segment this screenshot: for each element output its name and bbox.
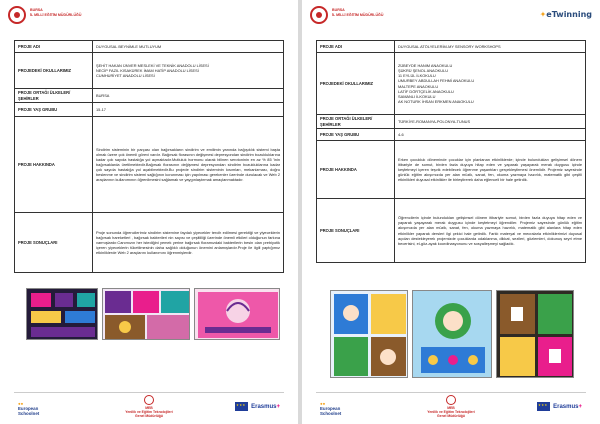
row-value: DUYGUSAL BEYNİMLE MUTLUYUM (93, 41, 284, 53)
es-line-2: Schoolnet (18, 411, 40, 416)
row-value: Proje sonunda öğrencilerimiz sindirim sistemine faydalı yiyecekler tercih edilmesi gerektiği ve yiyeceklerin bağırsak hareketleri , bağırsak bakterileri nin sayısı ve çeşitliliği üzerinde önemli etkileri olduğunun farkına varmışlardır.Canımızın her istediğini yemek yerine bağırsak floramızdaki bakterilerin besin olan prebiyotik içeren yiyeceklerin tüketilmesinin daha sağlıklı olduğunun önemini anlamışlardır.Proje ile ilgili yaptığımız etkinliklerde Web 2 araçlarını kullanımını öğrenmişlerdir. (93, 213, 284, 273)
logo-line-2: İL MİLLİ EĞİTİM MÜDÜRLÜĞÜ (30, 12, 82, 17)
row-value: 15-17 (93, 103, 284, 117)
document-page-left (0, 0, 298, 424)
school-name: UMURBEY ABDULLAH FEHMİ ANAOKULU (398, 78, 475, 84)
erasmus-text: Erasmus (251, 403, 277, 410)
collage-photo-4 (330, 290, 408, 378)
school-name: MALTEPE ANAOKULU (398, 83, 439, 89)
row-value: Sindirim sisteminin bir parçası olan bağırsakların sindirim ve emilimin yanında bağışıklık sistemi başta olmak üzere çok önemli görevi vardır. Bağırsak florasının değişmesi depresyondan sindirim bozukluklarına kadar çok sayıda hastalığa yol açmaktadır.Mutluluk hormonu olarak bilinen serotoninin en az % 85 'inin bağırsaklarda üretilmektedir.Bağırsak florasının değişmesi depresyondan sindirim bozukluklarına kadar çok sayıda hastalığa yol açabilmektedir.Bu projede sindirim sisteminin kısımları, mekanizması, doğru beslenme ve sindirim sistemi sağlığının korunması için yapılması gerekenler üzerinde durulacak ve Web 2 araçlarının kullanımının öğrenilmesini sağlamak ve yaygınlaştırmak amaçlanmaktadır. (93, 117, 284, 213)
row-label: PROJE ADI (15, 41, 93, 53)
logo-line-1: BURSA (30, 8, 43, 12)
es-line-1: European (320, 406, 341, 411)
row-label: PROJE ADI (317, 41, 395, 53)
erasmus-plus: + (578, 403, 582, 410)
row-label: PROJEDEKİ OKULLARIMIZ (15, 53, 93, 89)
photo-strip (26, 288, 280, 340)
row-value: BURSA (93, 89, 284, 103)
photo-strip (330, 290, 574, 378)
erasmus-logo (235, 402, 280, 411)
row-label: PROJE YAŞ GRUBU (15, 103, 93, 117)
page-footer (316, 392, 586, 418)
table-row (317, 129, 586, 141)
meb-line-1: MEB (447, 406, 455, 410)
etwinning-logo (540, 10, 592, 19)
collage-photo-2 (102, 288, 190, 340)
collage-photo-1-icon (27, 289, 98, 340)
erasmus-plus: + (276, 403, 280, 410)
collage-photo-4-icon (331, 291, 408, 378)
table-row (15, 213, 284, 273)
erasmus-logo (537, 402, 582, 411)
project-info-table (316, 40, 586, 263)
table-row (317, 115, 586, 129)
meb-line-1: MEB (145, 406, 153, 410)
eu-flag-icon (537, 402, 550, 411)
etwinning-star-icon: ✦ (539, 10, 547, 19)
logo-caption (30, 8, 90, 17)
collage-photo-6-icon (497, 291, 574, 378)
school-name: CUMHURİYET ANADOLU LİSESİ (96, 73, 155, 79)
meb-emblem-icon (144, 395, 154, 405)
logo-line-2: İL MİLLİ EĞİTİM MÜDÜRLÜĞÜ (332, 12, 384, 17)
meb-line-2: Yenilik ve Eğitim Teknolojileri (125, 410, 173, 414)
page-footer (14, 392, 284, 418)
erasmus-text: Erasmus (553, 403, 579, 410)
bursa-meb-logo-icon (8, 6, 26, 24)
school-name: 11 EYLÜL İLKOKULU (398, 73, 436, 79)
row-value: 4-6 (395, 129, 586, 141)
row-value: Öğrencilerin içinde bulundukları gelişimsel dönem itibariyle somut, birden fazla duyuya hitap eden ve yaparak yaşayarak merak duygusu içinde keşfetmeyi öğrendiler. Projemiz sayesinde günlük eğitim akışımızda yer alan müzik, sanat, fen, okuma yazmaya hazırlık, matematik gibi alanlara hitap eden etkinlikler yaparak dersleri ilgi çekici hale getirdik. Farklı materyal ve mecralarla etkinliklerimizi duyusal açıdan destekleyerek projemizde çocuklarda odaklanma, dikkat, sezileri, gözlemleri, dokunuş seyri etme becerisini, el-göz-ayak koordinasyonunu ve sosyalleşmeyi sağladık. (395, 199, 586, 263)
collage-photo-5 (412, 290, 492, 378)
meb-line-3: Genel Müdürlüğü (437, 414, 465, 418)
table-row (15, 117, 284, 213)
school-name: ŞEHİT HAKAN ÜNVER MESLEKİ VE TEKNİK ANADOLU LİSESİ (96, 62, 209, 68)
row-value: Erken çocukluk döneminde çocuklar için planlanan etkinliklerde; içinde bulundukları gelişimsel dönem itibariyle de somut, birden fazla duyuya hitap eden ve yaparak yaşayarak merak duygusu içinde keşfetmeyi içeren teşvik edebilecek öğrenme yaşantıları gerçekleştirmesi önemlidir. Projemiz sayesinde günlük eğitim akışımızda yer alan müzik, sanat, fen, okuma yazmaya hazırlık, matematik gibi çeşitli etkinlikleri duyusal etkinlikler ile birleştirerek daha eğlenceli bir hale getirdik. (395, 141, 586, 199)
meb-logo (109, 395, 189, 418)
collage-photo-3 (194, 288, 280, 340)
table-row (15, 53, 284, 89)
row-value (93, 53, 284, 89)
schoolnet-dots-icon: ●● (18, 401, 24, 406)
project-info-table (14, 40, 284, 273)
european-schoolnet-logo (18, 401, 39, 416)
school-name: AK NOTURK İHSAN ERKMEN ANAOKULU (398, 98, 474, 104)
meb-emblem-icon (446, 395, 456, 405)
es-line-2: Schoolnet (320, 411, 342, 416)
school-name: LATİF DÖRTÇELİK ANAOKULU (398, 88, 454, 94)
row-label: PROJE HAKKINDA (317, 141, 395, 199)
row-label: PROJE ORTAĞI ÜLKELER/ŞEHİRLER (15, 89, 93, 103)
row-value (395, 53, 586, 115)
collage-photo-1 (26, 288, 98, 340)
table-row (317, 141, 586, 199)
row-label: PROJE ORTAĞI ÜLKELER/ŞEHİRLER (317, 115, 395, 129)
row-value: TÜRKİYE-ROMANYA-POLONYA-TUNUS (395, 115, 586, 129)
school-name: ZÜBEYDE HANIM ANAOKULU (398, 63, 453, 69)
eu-flag-icon (235, 402, 248, 411)
collage-photo-6 (496, 290, 574, 378)
row-label: PROJEDEKİ OKULLARIMIZ (317, 53, 395, 115)
meb-line-3: Genel Müdürlüğü (135, 414, 163, 418)
table-row (317, 199, 586, 263)
table-row (15, 89, 284, 103)
row-label: PROJE SONUÇLARI (15, 213, 93, 273)
row-label: PROJE HAKKINDA (15, 117, 93, 213)
table-row (15, 103, 284, 117)
row-label: PROJE SONUÇLARI (317, 199, 395, 263)
schoolnet-dots-icon: ●● (320, 401, 326, 406)
table-row (15, 41, 284, 53)
logo-line-1: BURSA (332, 8, 345, 12)
table-row (317, 53, 586, 115)
es-line-1: European (18, 406, 39, 411)
collage-photo-5-icon (413, 291, 492, 378)
logo-caption (332, 8, 392, 17)
collage-photo-3-icon (195, 289, 280, 340)
meb-logo (411, 395, 491, 418)
etwinning-text: eTwinning (546, 10, 592, 19)
school-name: ŞÜKRÜ ŞENOL ANAOKULU (398, 68, 449, 74)
collage-photo-2-icon (103, 289, 190, 340)
row-label: PROJE YAŞ GRUBU (317, 129, 395, 141)
row-value: DUYGUSAL ATÖLYELERİM-MY SENSORY WORKSHOPS (395, 41, 586, 53)
school-name: NECİP FAZIL KISAKÜREK İMAM HATİP ANADOLU LİSESİ (96, 67, 199, 73)
school-name: SAMANLI İLKOKULU (398, 93, 436, 99)
document-page-right (302, 0, 600, 424)
meb-line-2: Yenilik ve Eğitim Teknolojileri (427, 410, 475, 414)
bursa-meb-logo-icon (310, 6, 328, 24)
table-row (317, 41, 586, 53)
page-header (310, 6, 592, 38)
page-header (8, 6, 290, 38)
european-schoolnet-logo (320, 401, 341, 416)
